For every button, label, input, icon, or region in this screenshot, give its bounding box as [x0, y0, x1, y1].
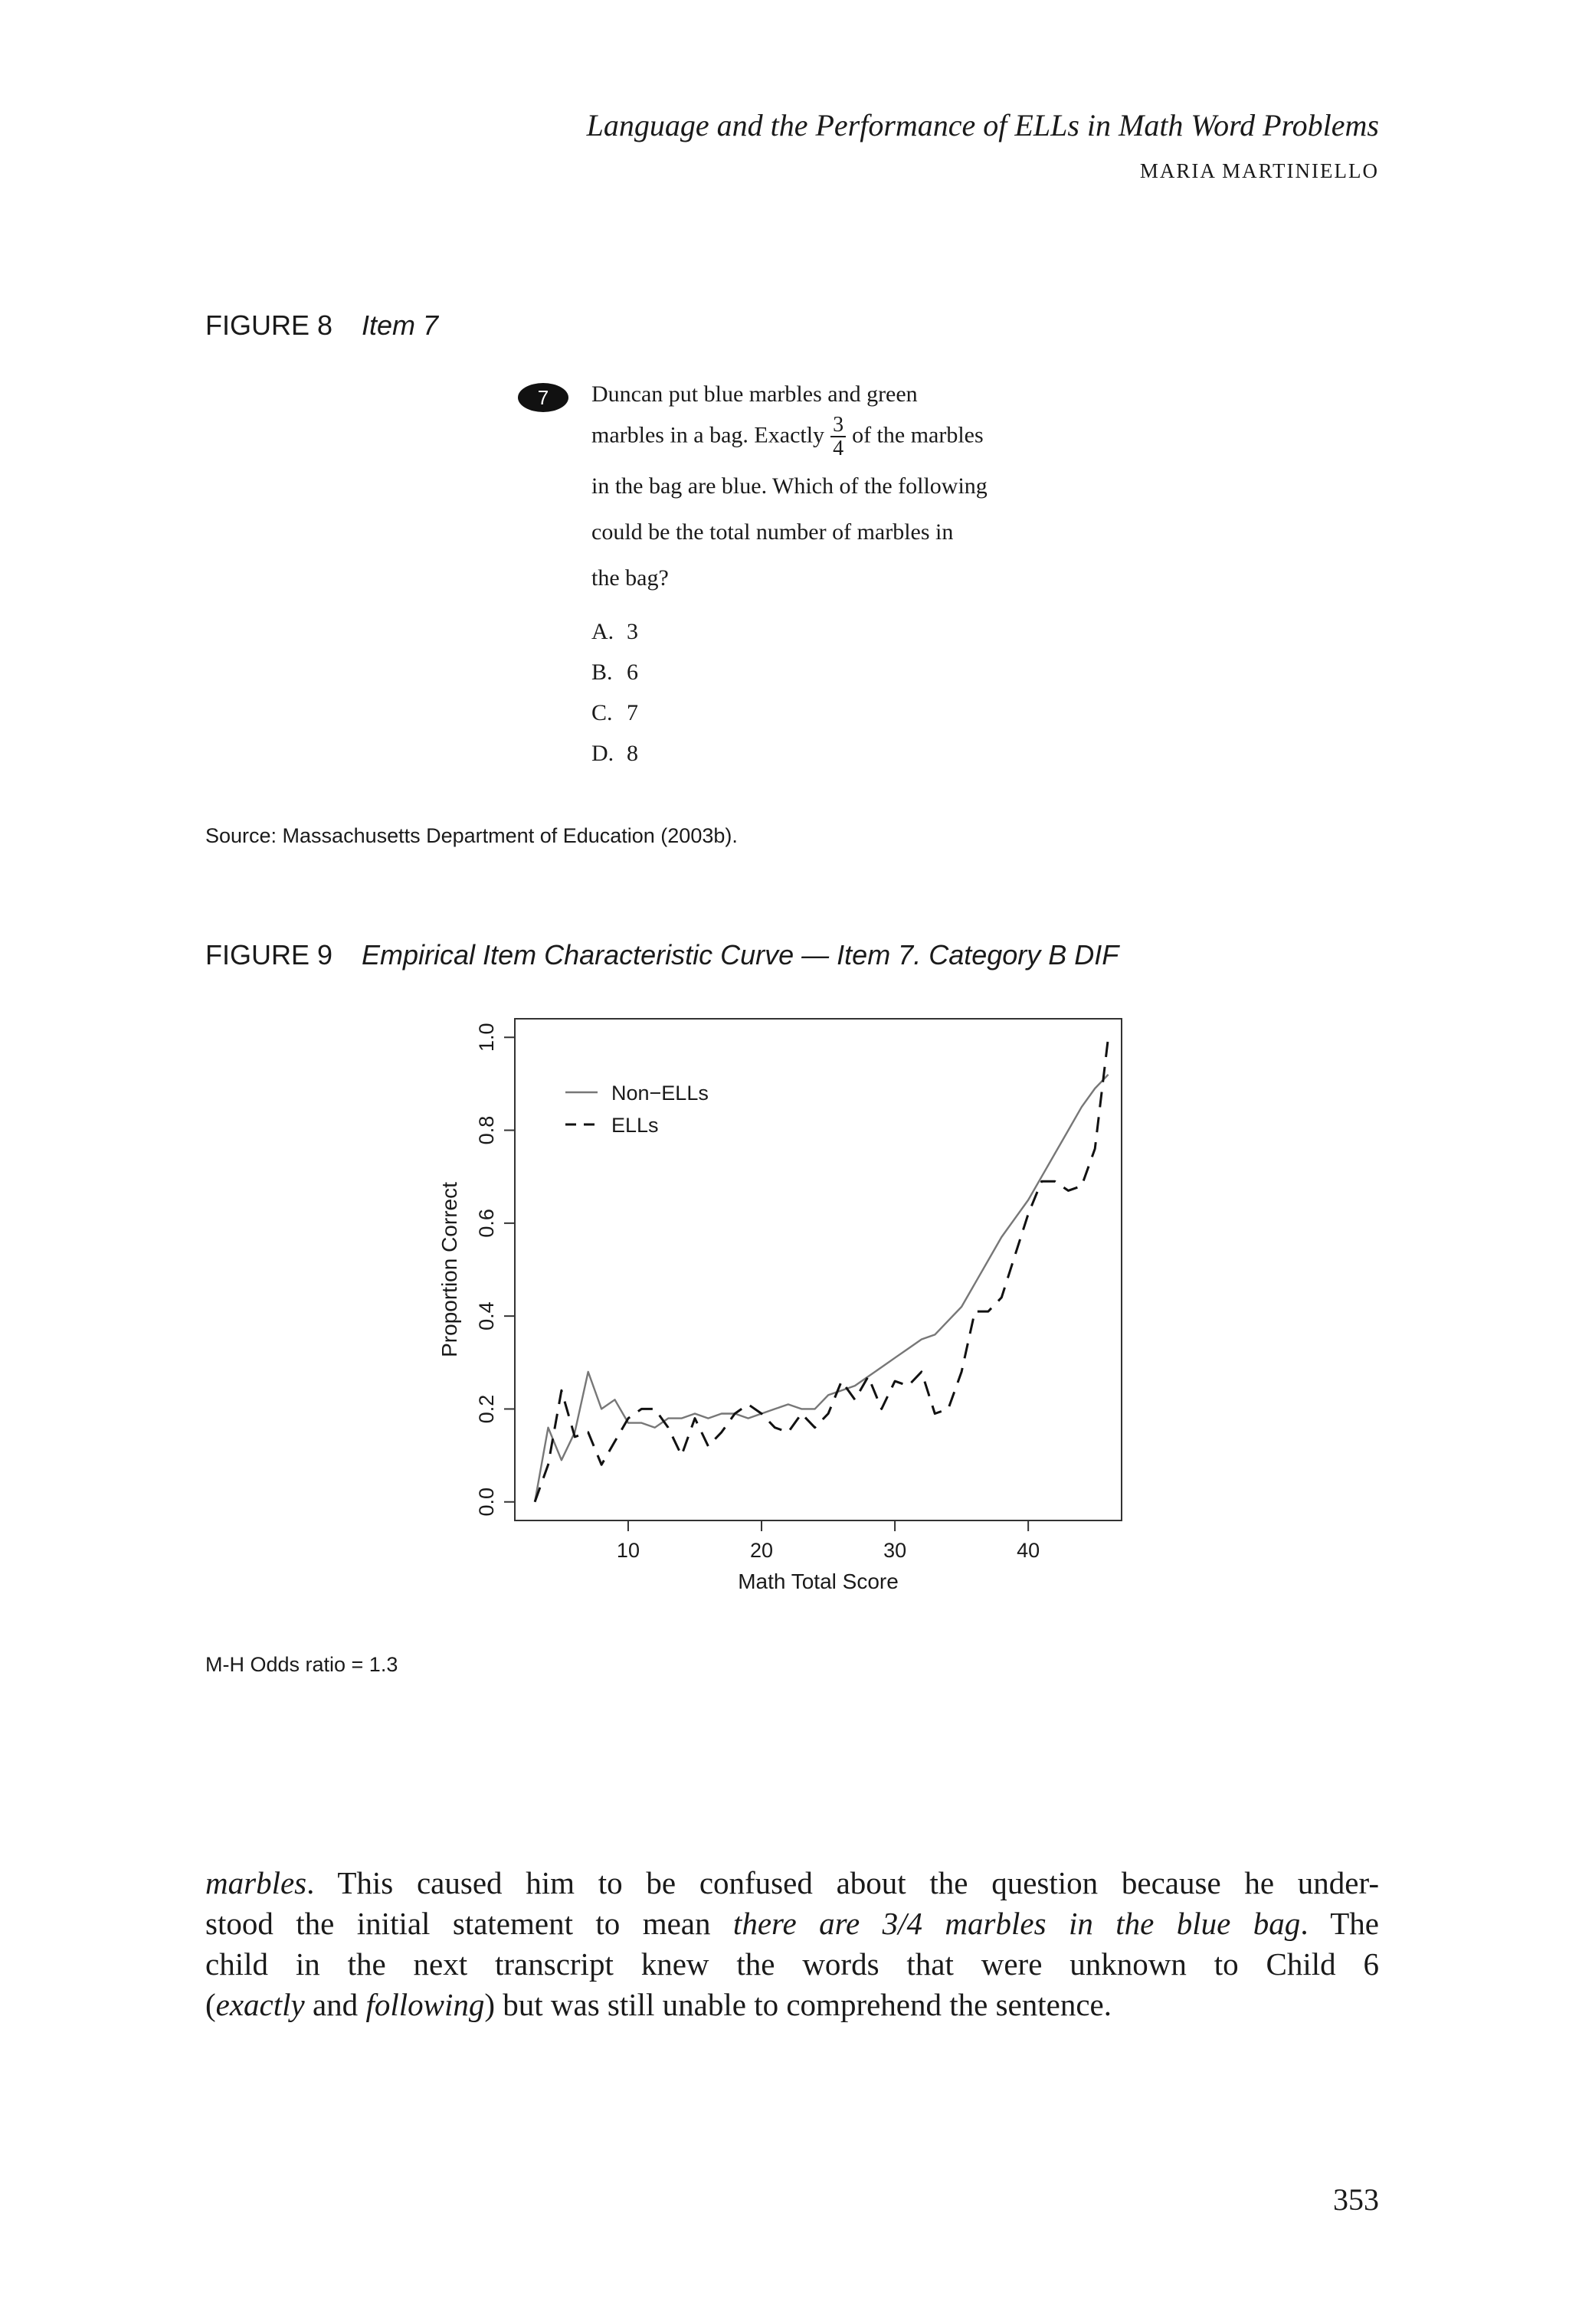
series-line-ells	[535, 1037, 1109, 1501]
series-layer	[535, 1037, 1109, 1501]
figure-8-caption	[205, 309, 438, 342]
figure-8-label: FIGURE 8	[205, 309, 333, 341]
item-characteristic-curve-chart	[414, 996, 1149, 1609]
figure-9-note: M-H Odds ratio = 1.3	[205, 1653, 398, 1676]
item-stem-line-5: the bag?	[591, 565, 669, 591]
body-paragraph	[205, 1863, 1379, 2025]
x-axis	[617, 1520, 1040, 1562]
item-stem-line-2-before: marbles in a bag. Exactly	[591, 422, 825, 448]
figure-9-title: Empirical Item Characteristic Curve — Item 7. Category B DIF	[362, 939, 1119, 971]
plot-frame	[515, 1019, 1122, 1520]
y-tick-label-3: 0.6	[475, 1209, 498, 1238]
x-tick-label-10: 10	[616, 1539, 640, 1562]
fraction-denominator: 4	[833, 437, 844, 461]
item-stem-line-2	[591, 414, 984, 460]
y-axis	[475, 1023, 515, 1516]
item-stem-line-3: in the bag are blue. Which of the following	[591, 473, 988, 499]
fraction-three-quarters	[830, 414, 846, 460]
answer-choice-c: C. 7	[591, 700, 638, 725]
y-tick-label-1: 0.2	[475, 1394, 498, 1424]
item-stem-line-1: Duncan put blue marbles and green	[591, 381, 918, 407]
y-axis-label: Proportion Correct	[437, 1182, 461, 1357]
y-tick-label-4: 0.8	[475, 1115, 498, 1145]
running-author: MARIA MARTINIELLO	[1139, 159, 1379, 182]
running-title: Language and the Performance of ELLs in Math Word Problems	[586, 108, 1379, 142]
legend-label-1: ELLs	[611, 1114, 659, 1137]
answer-choice-b: B. 6	[591, 660, 638, 685]
body-line-4: (exactly and following) but was still unable to comprehend the sentence.	[205, 1987, 1112, 2022]
y-tick-label-5: 1.0	[475, 1023, 498, 1052]
answer-choice-d: D. 8	[591, 741, 638, 766]
figure-9-label: FIGURE 9	[205, 939, 333, 971]
y-tick-label-0: 0.0	[475, 1487, 498, 1517]
body-line-2: stood the initial statement to mean there are 3/4 marbles in the blue bag. The	[205, 1906, 1379, 1941]
body-line-3: child in the next transcript knew the words that were unknown to Child 6	[205, 1946, 1379, 1982]
figure-8-title: Item 7	[362, 309, 439, 341]
x-axis-label: Math Total Score	[738, 1570, 899, 1593]
answer-choice-a: A. 3	[591, 619, 638, 644]
item-stem-line-2-after: of the marbles	[852, 422, 984, 448]
figure-8-source: Source: Massachusetts Department of Education (2003b).	[205, 824, 738, 847]
series-line-non-ells	[535, 1075, 1109, 1502]
x-tick-label-20: 20	[749, 1539, 774, 1562]
x-tick-label-40: 40	[1017, 1539, 1040, 1562]
legend-label-0: Non−ELLs	[611, 1082, 709, 1105]
fraction-numerator: 3	[830, 414, 846, 437]
item-number-badge: 7	[518, 383, 568, 412]
figure-9-caption	[205, 939, 1119, 971]
legend	[565, 1082, 709, 1137]
page-number: 353	[1333, 2182, 1379, 2217]
item-stem-line-4: could be the total number of marbles in	[591, 519, 954, 545]
x-tick-label-30: 30	[883, 1539, 907, 1562]
body-line-1: marbles. This caused him to be confused about the question because he under-	[205, 1865, 1379, 1900]
y-tick-label-2: 0.4	[475, 1301, 498, 1331]
